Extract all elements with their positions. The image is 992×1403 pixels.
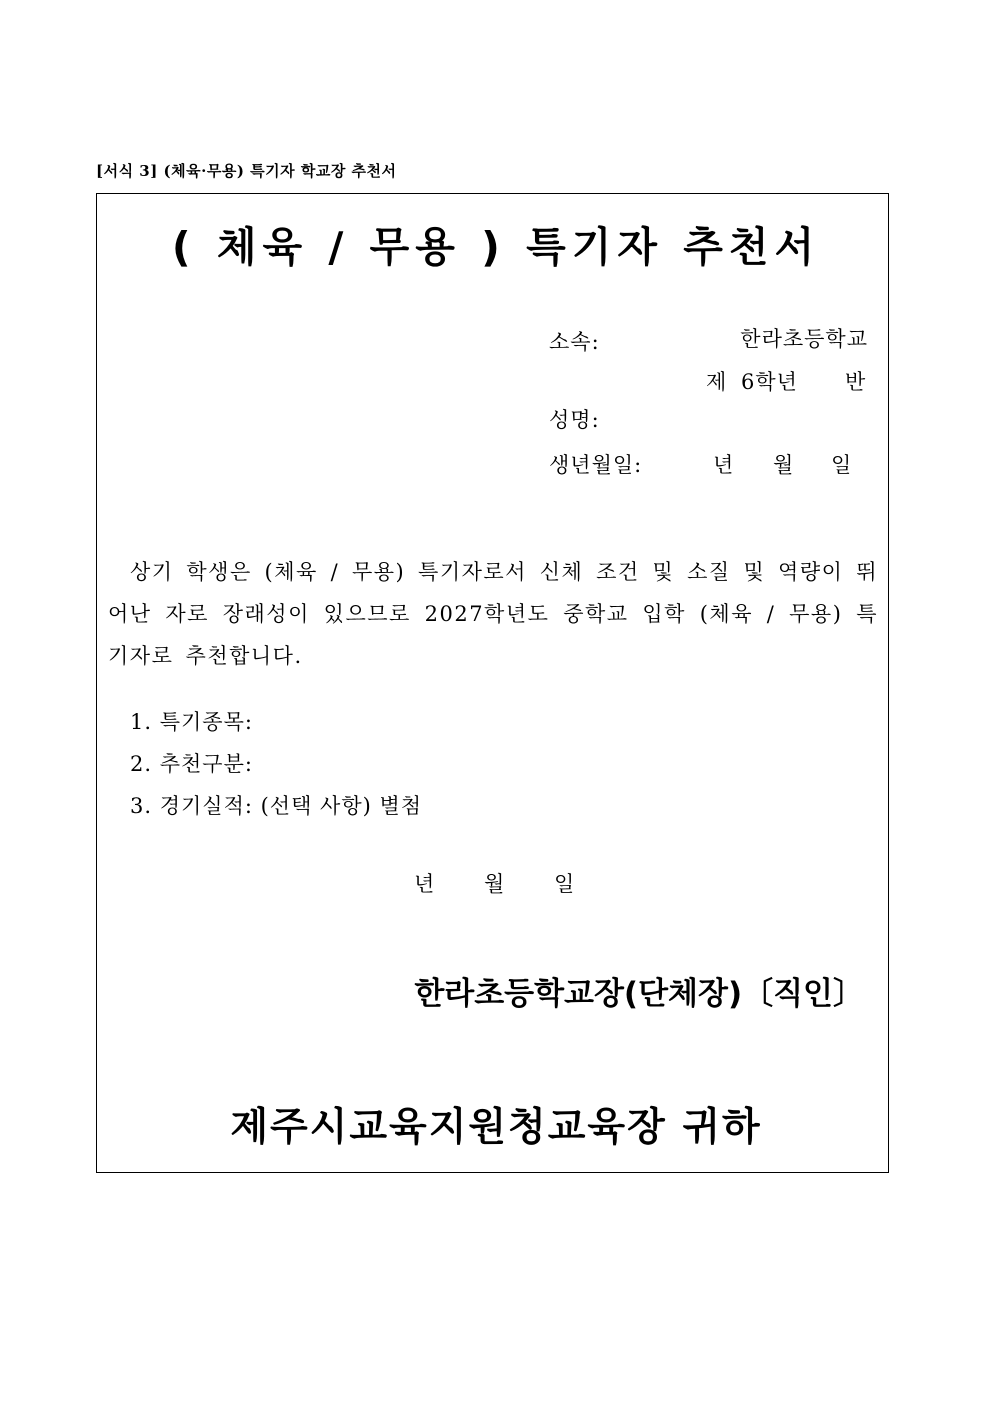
form-label: [서식 3] (체육·무용) 특기자 학교장 추천서 (96, 162, 397, 180)
birth-year-unit: 년 (713, 453, 735, 477)
date-month-unit: 월 (484, 872, 505, 896)
date-year-unit: 년 (414, 872, 435, 896)
document-title: ( 체육 / 무용 ) 특기자 추천서 (171, 223, 821, 271)
class-suffix: 반 (845, 370, 867, 394)
birth-label: 생년월일: (549, 453, 643, 477)
grade-value: 6학년 (741, 370, 798, 394)
signer: 한라초등학교장(단체장)〔직인〕 (414, 976, 864, 1012)
name-label: 성명: (549, 408, 600, 432)
item-specialty: 1. 특기종목: (130, 710, 253, 734)
recipient: 제주시교육지원청교육장 귀하 (230, 1105, 762, 1150)
recommendation-text: 상기 학생은 (체육 / 무용) 특기자로서 신체 조건 및 소질 및 역량이 뛰어난 자로 장래성이 있으므로 2027학년도 중학교 입학 (체육 / 무용) 특기자로 추천합니다. (108, 560, 878, 668)
birth-month-unit: 월 (773, 453, 795, 477)
school-name: 한라초등학교 (740, 327, 868, 351)
date-day-unit: 일 (554, 872, 575, 896)
birth-day-unit: 일 (831, 453, 853, 477)
item-category: 2. 추천구분: (130, 752, 253, 776)
recommendation-paragraph (108, 551, 878, 677)
item-record: 3. 경기실적: (선택 사항) 별첨 (130, 794, 423, 818)
affiliation-label: 소속: (549, 330, 600, 354)
grade-prefix: 제 (706, 370, 728, 394)
